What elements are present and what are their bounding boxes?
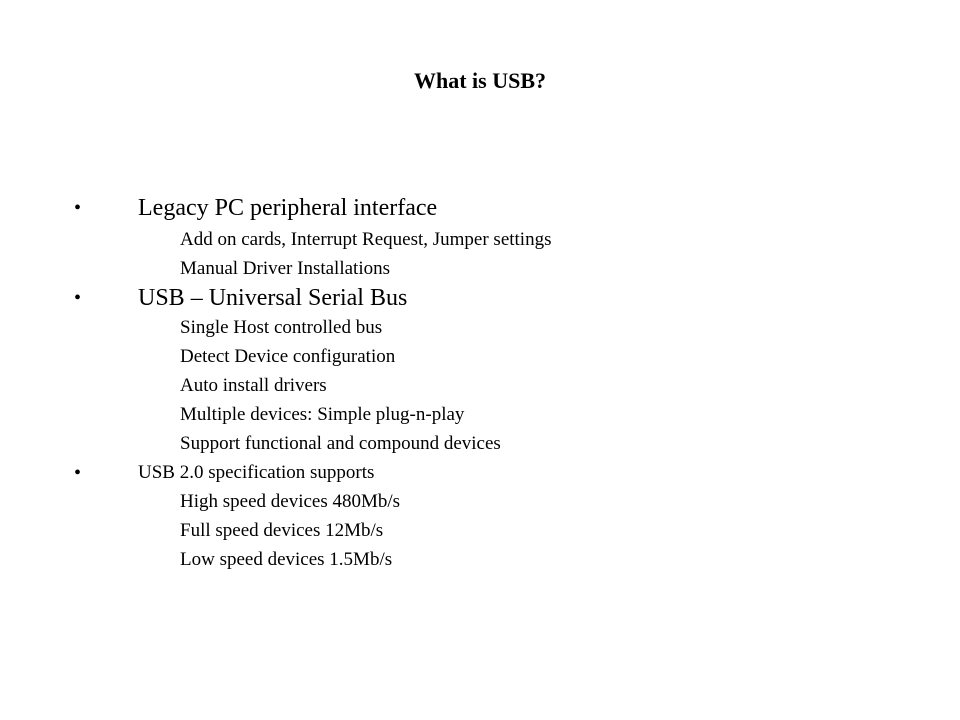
bullet-heading-usb: USB – Universal Serial Bus <box>138 285 408 311</box>
sub-bullet: Multiple devices: Simple plug-n-play <box>180 404 465 425</box>
sub-bullet: Add on cards, Interrupt Request, Jumper settings <box>180 229 552 250</box>
sub-bullet: Full speed devices 12Mb/s <box>180 520 384 541</box>
sub-bullet: Single Host controlled bus <box>180 317 383 338</box>
sub-bullet: Detect Device configuration <box>180 346 396 367</box>
bullet-marker: • <box>74 462 82 484</box>
bullet-marker: • <box>74 197 82 219</box>
slide-title: What is USB? <box>413 68 547 93</box>
bullet-heading-legacy: Legacy PC peripheral interface <box>138 195 438 221</box>
sub-bullet: Low speed devices 1.5Mb/s <box>180 549 393 570</box>
sub-bullet: Auto install drivers <box>180 375 327 396</box>
sub-bullet: Manual Driver Installations <box>180 258 391 279</box>
sub-bullet: High speed devices 480Mb/s <box>180 491 401 512</box>
sub-bullet: Support functional and compound devices <box>180 433 501 454</box>
bullet-marker: • <box>74 287 82 309</box>
bullet-heading-usb2: USB 2.0 specification supports <box>138 462 375 483</box>
